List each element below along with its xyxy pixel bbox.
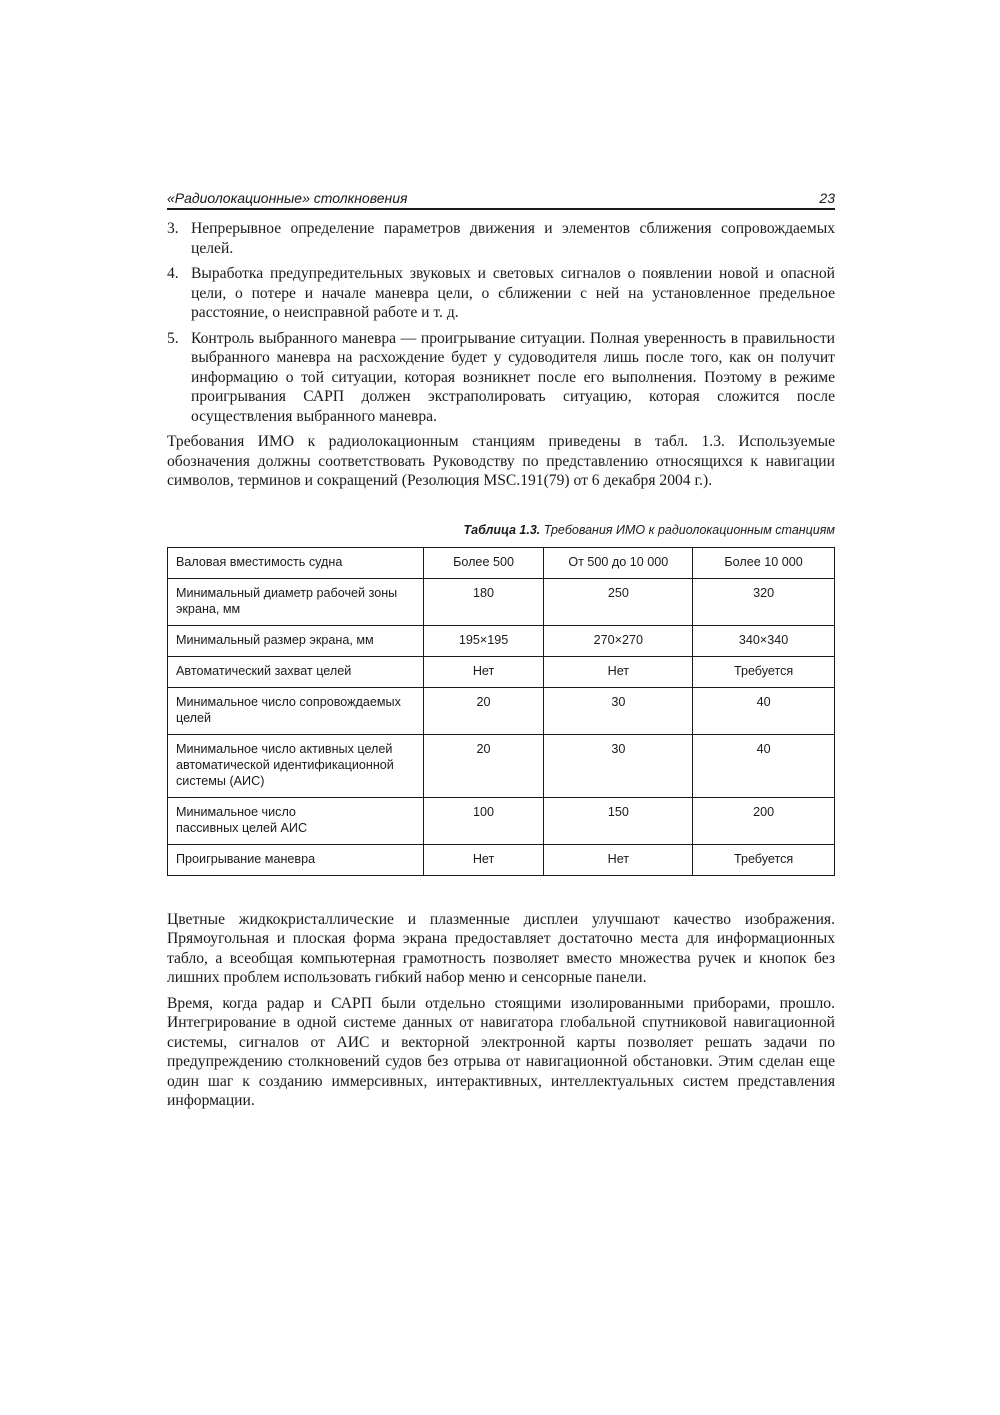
table-row [168, 578, 835, 625]
table-cell: 340×340 [693, 625, 835, 656]
table-row [168, 625, 835, 656]
imo-requirements-table [167, 547, 835, 876]
page-number: 23 [819, 190, 835, 206]
list-item-number: 5. [167, 329, 179, 347]
table-cell: 30 [544, 734, 693, 797]
table-cell: 270×270 [544, 625, 693, 656]
table-row-label: Минимальный диаметр рабочей зоны экрана, мм [168, 578, 424, 625]
list-item-text: Непрерывное определение параметров движения и элементов сближения сопровождаемых целей. [191, 220, 835, 257]
table-cell: Нет [544, 844, 693, 875]
table-cell: Более 10 000 [693, 547, 835, 578]
table-row-label: Минимальное число пассивных целей АИС [168, 797, 424, 844]
table-cell: 150 [544, 797, 693, 844]
table-row [168, 797, 835, 844]
table-cell: 100 [423, 797, 544, 844]
table-cell: Нет [423, 844, 544, 875]
paragraph-integration: Время, когда радар и САРП были отдельно стоящими изолированными приборами, прошло. Интегрирование в одной системе данных от навигатора глобальной спутниковой навигационной системы, сигналов от АИС и векторной электронной карты позволяет решать задачи по предупреждению столкновений судов без отрыва от навигационной обстановки. Этим сделан еще один шаг к созданию иммерсивных, интерактивных, интеллектуальных систем представления информации. [167, 994, 835, 1109]
table-row-label: Минимальный размер экрана, мм [168, 625, 424, 656]
table-caption-text: Требования ИМО к радиолокационным станциям [543, 522, 835, 537]
table-row [168, 844, 835, 875]
numbered-list [167, 219, 835, 426]
table-cell: 195×195 [423, 625, 544, 656]
list-item-text: Выработка предупредительных звуковых и световых сигналов о появлении новой и опасной цели, о потере и начале маневра цели, о сближении с ней на установленное предельное расстояние, о неисправной работе и т. д. [191, 265, 835, 321]
table-cell: 180 [423, 578, 544, 625]
paragraph-imo-requirements: Требования ИМО к радиолокационным станциям приведены в табл. 1.3. Используемые обозначения должны соответствовать Руководству по представлению относящихся к навигации символов, терминов и сокращений (Резолюция MSC.191(79) от 6 декабря 2004 г.). [167, 433, 835, 489]
table-caption [167, 523, 835, 537]
table-row-label: Валовая вместимость судна [168, 547, 424, 578]
table-row [168, 734, 835, 797]
table-row-label: Проигрывание маневра [168, 844, 424, 875]
table-cell: 200 [693, 797, 835, 844]
table-cell: 30 [544, 687, 693, 734]
book-page [167, 188, 835, 1111]
list-item-number: 3. [167, 220, 179, 237]
list-item [167, 329, 835, 427]
table-cell: 40 [693, 687, 835, 734]
table-cell: Более 500 [423, 547, 544, 578]
table-caption-label: Таблица 1.3. [463, 522, 541, 537]
table-cell: 20 [423, 687, 544, 734]
list-item [167, 219, 835, 258]
running-header [167, 188, 835, 210]
table-row-label: Минимальное число активных целей автоматической идентификационной системы (АИС) [168, 734, 424, 797]
list-item [167, 264, 835, 323]
table-header-row [168, 547, 835, 578]
table-row [168, 656, 835, 687]
table-cell: 40 [693, 734, 835, 797]
table-cell: 320 [693, 578, 835, 625]
table-cell: Требуется [693, 844, 835, 875]
list-item-number: 4. [167, 265, 179, 282]
table-cell: Нет [544, 656, 693, 687]
table-cell: 20 [423, 734, 544, 797]
table-row-label: Минимальное число сопровождаемых целей [168, 687, 424, 734]
table-cell: 250 [544, 578, 693, 625]
table-cell: От 500 до 10 000 [544, 547, 693, 578]
paragraph-displays: Цветные жидкокристаллические и плазменные дисплеи улучшают качество изображения. Прямоугольная и плоская форма экрана предоставляет достаточно места для информационных табло, а всеобщая компьютерная грамотность позволяет вместо множества ручек и кнопок без лишних проблем использовать гибкий набор меню и сенсорные панели. [167, 910, 835, 986]
table-row [168, 687, 835, 734]
table-cell: Нет [423, 656, 544, 687]
running-title: «Радиолокационные» столкновения [167, 190, 408, 206]
list-item-text: Контроль выбранного маневра — проигрывание ситуации. Полная уверенность в правильности выбранного маневра на расхождение будет у судоводителя лишь после того, как он получит информацию о той ситуации, которая возникнет после его выполнения. Поэтому в режиме проигрывания САРП должен экстраполировать ситуацию, которая сложится после осуществления выбранного маневра. [191, 329, 835, 425]
table-cell: Требуется [693, 656, 835, 687]
table-row-label: Автоматический захват целей [168, 656, 424, 687]
